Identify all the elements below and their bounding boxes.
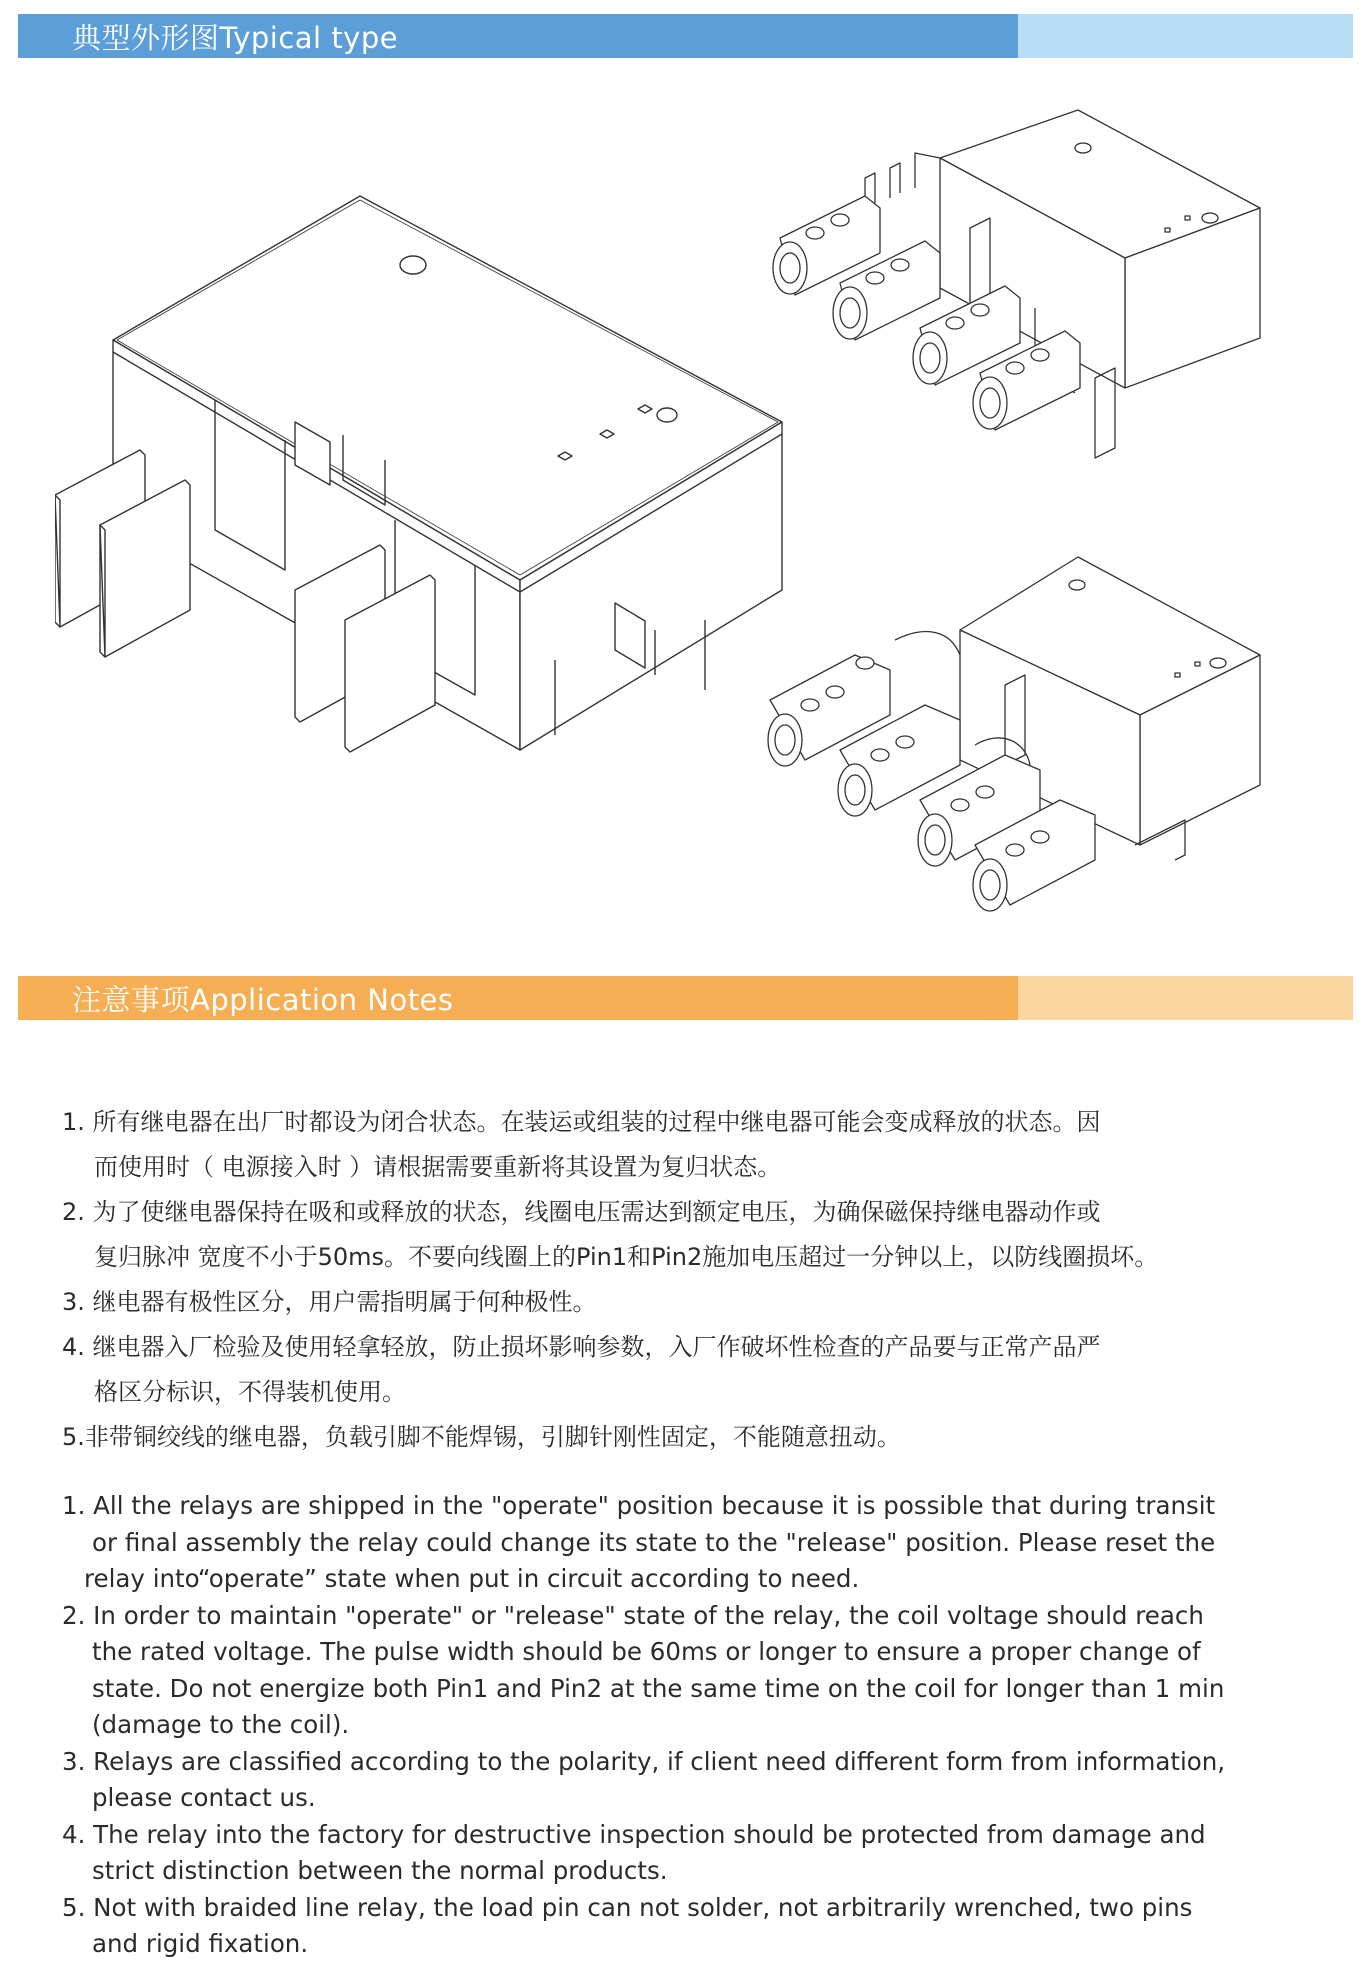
note-line: 3. 继电器有极性区分，用户需指明属于何种极性。 bbox=[62, 1288, 597, 1316]
note-en-1 bbox=[62, 1488, 1352, 1598]
note-line: state. Do not energize both Pin1 and Pin2 at the same time on the coil for longer than 1 min bbox=[92, 1673, 1225, 1703]
note-en-3 bbox=[62, 1744, 1352, 1817]
note-cn-4 bbox=[62, 1325, 1312, 1415]
note-line: 4. The relay into the factory for destructive inspection should be protected from damage and bbox=[62, 1819, 1206, 1849]
note-line: the rated voltage. The pulse width should be 60ms or longer to ensure a proper change of bbox=[92, 1637, 1201, 1666]
section-header-application-notes bbox=[18, 976, 1353, 1020]
note-line: 3. Relays are classified according to the polarity, if client need different form from information, bbox=[62, 1746, 1226, 1776]
note-cn-1 bbox=[62, 1100, 1312, 1190]
note-line: 5. Not with braided line relay, the load pin can not solder, not arbitrarily wrenched, two pins bbox=[62, 1892, 1193, 1922]
note-line: 复归脉冲 宽度不小于50ms。不要向线圈上的Pin1和Pin2施加电压超过一分钟以上，以防线圈损坏。 bbox=[94, 1243, 1159, 1271]
section-header-tail bbox=[1018, 14, 1353, 58]
relay-internal-view-bottom bbox=[715, 555, 1275, 925]
section-title: 注意事项Application Notes bbox=[72, 982, 454, 1017]
note-line: strict distinction between the normal products. bbox=[92, 1856, 668, 1885]
section-header-main bbox=[18, 14, 1018, 58]
note-cn-2 bbox=[62, 1190, 1312, 1280]
note-line: 1. All the relays are shipped in the "operate" position because it is possible that during transit bbox=[62, 1491, 1216, 1520]
note-en-5 bbox=[62, 1890, 1352, 1963]
note-cn-3 bbox=[62, 1280, 1312, 1325]
notes-chinese bbox=[62, 1100, 1312, 1460]
note-line: please contact us. bbox=[92, 1783, 316, 1812]
note-line: 2. In order to maintain "operate" or "release" state of the relay, the coil voltage should reach bbox=[62, 1600, 1204, 1630]
note-line: 5.非带铜绞线的继电器，负载引脚不能焊锡，引脚针刚性固定，不能随意扭动。 bbox=[62, 1423, 901, 1451]
notes-english bbox=[62, 1488, 1352, 1963]
relay-internal-view-top bbox=[715, 108, 1275, 508]
section-title: 典型外形图Typical type bbox=[72, 20, 399, 55]
section-header-typical-type bbox=[18, 14, 1353, 58]
note-line: relay into“operate” state when put in circuit according to need. bbox=[84, 1564, 860, 1593]
note-line: 格区分标识，不得装机使用。 bbox=[94, 1378, 406, 1406]
note-line: and rigid fixation. bbox=[92, 1929, 309, 1958]
section-header-main bbox=[18, 976, 1018, 1020]
note-line: 4. 继电器入厂检验及使用轻拿轻放，防止损坏影响参数，入厂作破坏性检查的产品要与正常产品严 bbox=[62, 1333, 1101, 1361]
note-en-4 bbox=[62, 1817, 1352, 1890]
note-line: 2. 为了使继电器保持在吸和或释放的状态，线圈电压需达到额定电压，为确保磁保持继电器动作或 bbox=[62, 1198, 1101, 1226]
note-line: 而使用时（ 电源接入时 ）请根据需要重新将其设置为复归状态。 bbox=[94, 1153, 782, 1181]
note-line: 1. 所有继电器在出厂时都设为闭合状态。在装运或组装的过程中继电器可能会变成释放的状态。因 bbox=[62, 1108, 1101, 1136]
note-en-2 bbox=[62, 1598, 1352, 1744]
relay-large-view bbox=[55, 190, 795, 760]
note-cn-5 bbox=[62, 1415, 1312, 1460]
section-header-tail bbox=[1018, 976, 1353, 1020]
note-line: (damage to the coil). bbox=[92, 1710, 350, 1739]
note-line: or final assembly the relay could change its state to the "release" position. Please reset the bbox=[92, 1527, 1216, 1557]
